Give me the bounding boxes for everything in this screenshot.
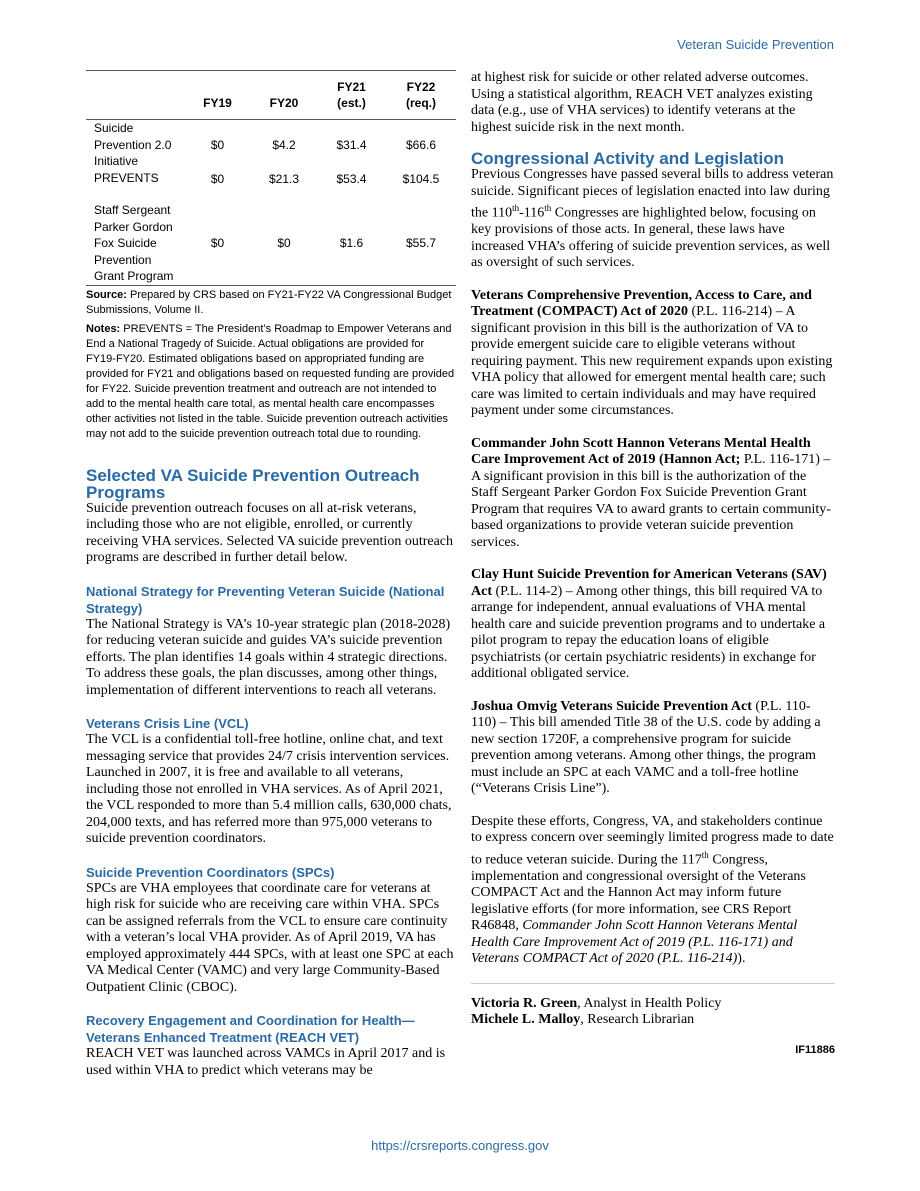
spcs-text: SPCs are VHA employees that coordinate care for veterans at high risk for suicide who are receiving care within VHA. SPCs can be assigned referrals from the VCL to ensure care continuity with a veteran’s local VHA provider. As of April 2019, VA has employed approximately 444 SPCs, with at least one SPC at each VA Medical Center (VAMC) and very large Community-Based Outpatient Clinic (CBOC). (86, 880, 454, 995)
national-strategy-text: The National Strategy is VA’s 10-year strategic plan (2018-2028) for reducing veteran suicide and guides VA’s suicide prevention efforts. The plan identifies 14 goals within 4 strategic directions. To address these goals, the plan discusses, among other things, implementation of different interventions to reach all veterans. (86, 616, 451, 698)
intro-sup-1: th (512, 203, 520, 213)
author-2 (471, 1012, 835, 1029)
act-clay-hunt (471, 567, 835, 683)
act-clay-hunt-text: (P.L. 114-2) – Among other things, this bill required VA to arrange for independent, annual evaluations of VHA mental health care and suicide prevention programs and to undertake a pilot program to repay the education loans of eligible psychiatrists (or certain psychiatric residents) in exchange for additional obligated service. (471, 583, 826, 682)
act-clay-hunt-name: Clay Hunt Suicide Prevention for American Veterans (SAV) Act (471, 567, 827, 599)
table-header-row (86, 71, 456, 120)
section-heading-outreach: Selected VA Suicide Prevention Outreach Programs (86, 465, 420, 502)
section-heading-legislation: Congressional Activity and Legislation (471, 149, 784, 168)
subheading-national-strategy: National Strategy for Preventing Veteran Suicide (National Strategy) (86, 583, 445, 616)
author-2-role: , Research Librarian (580, 1012, 695, 1028)
notes-label: Notes: (86, 322, 121, 335)
table-row (86, 170, 456, 203)
budget-table-wrapper (86, 70, 456, 286)
closing-report-title: Commander John Scott Hannon Veterans Mental Health Care Improvement Act of 2019 (P.L. 116-171) and Veterans COMPACT Act of 2020 (P.L. 116-214) (471, 918, 798, 967)
right-column (471, 70, 835, 1056)
intro-text-a: Previous Congresses have passed several bills to address veteran suicide. Significant pieces of legislation enacted into law during the 110 (471, 167, 834, 221)
act-hannon (471, 436, 835, 552)
reach-vet-continuation: at highest risk for suicide or other related adverse outcomes. Using a statistical algorithm, REACH VET analyzes existing data (e.g., use of VHA services) to identify veterans at the highest suicide risk in the next month. (471, 70, 813, 135)
table-cell: $104.5 (402, 171, 440, 186)
table-cell: $21.3 (268, 171, 300, 186)
table-cell: $1.6 (339, 236, 364, 250)
act-compact-name: Veterans Comprehensive Prevention, Access to Care, and Treatment (COMPACT) Act of 2020 (471, 287, 812, 320)
closing-text-b: Congress, implementation and congressional oversight of the Veterans COMPACT Act and the Hannon Act may inform future legislative efforts (for more information, see CRS Report R46848, (471, 852, 806, 934)
table-source (86, 288, 456, 318)
closing-text-c: ). (737, 951, 746, 967)
table-row (86, 120, 456, 170)
legislation-closing (471, 814, 835, 968)
author-1-name: Victoria R. Green (471, 995, 578, 1011)
table-cell: $66.6 (405, 137, 437, 152)
table-cell: $4.2 (272, 137, 296, 152)
table-row (86, 202, 456, 285)
table-header-fy22: FY22 (req.) (406, 80, 436, 110)
outreach-intro: Suicide prevention outreach focuses on all at-risk veterans, including those who are not eligible, enrolled, or currently receiving VHA services. Selected VA suicide prevention outreach programs are described in further detail below. (86, 500, 454, 565)
document-id: IF11886 (795, 1043, 835, 1056)
table-row-label: Staff Sergeant Parker Gordon Fox Suicide Prevention Grant Program (94, 203, 174, 283)
budget-table (86, 71, 456, 286)
closing-sup: th (701, 849, 709, 860)
author-1-role: , Analyst in Health Policy (577, 995, 722, 1011)
subheading-reach-vet: Recovery Engagement and Coordination for Health—Veterans Enhanced Treatment (REACH VET) (86, 1013, 415, 1045)
source-label: Source: (86, 288, 127, 301)
table-cell: $55.7 (405, 236, 437, 250)
table-cell: $53.4 (336, 171, 367, 186)
intro-sup-2: th (544, 203, 552, 213)
source-text: Prepared by CRS based on FY21-FY22 VA Congressional Budget Submissions, Volume II. (86, 288, 452, 316)
left-column (86, 70, 456, 1079)
author-2-name: Michele L. Malloy (471, 1012, 581, 1028)
table-cell: $0 (210, 171, 225, 186)
table-header-fy19: FY19 (203, 96, 232, 110)
author-1 (471, 996, 835, 1013)
footer-url-link[interactable]: https://crsreports.congress.gov (371, 1138, 549, 1153)
table-header-fy20: FY20 (269, 96, 299, 110)
act-hannon-text: P.L. 116-171) – A significant provision in this bill is the authorization of the Staff Sergeant Parker Gordon Fox Suicide Prevention Grant Program that requires VA to award grants to certain community-based organizations to provide veteran suicide prevention services. (471, 452, 831, 550)
table-row-label: Suicide Prevention 2.0 Initiative (94, 121, 172, 168)
notes-text: PREVENTS = The President’s Roadmap to Empower Veterans and End a National Tragedy of Suicide. Actual obligations are provided for FY19-FY20. Estimated obligations based on appropriated funding are provided for FY21 and obligations based on requested funding are provided for FY22. Suicide prevention treatment and outreach are not intended to add to the mental health care total, as mental health care encompasses other activities not listed in the table. Suicide prevention outreach activities may not add to the suicide prevention outreach total due to rounding. (86, 322, 455, 440)
act-compact-text: (P.L. 116-214) – A significant provision in this bill is the authorization of VA to provide emergent suicide care to eligible veterans without requiring payment. This new requirement expands upon existing VHA policy that allowed for emergent mental health care; such care was limited to certain individuals and may have required payment under some circumstances. (471, 304, 833, 419)
act-omvig (471, 699, 835, 798)
subheading-vcl: Veterans Crisis Line (VCL) (86, 716, 249, 731)
closing-text-a: Despite these efforts, Congress, VA, and stakeholders continue to express concern over seemingly limited progress made to date to reduce veteran suicide. During the 117 (471, 813, 834, 868)
table-row-label: PREVENTS (94, 170, 159, 185)
table-cell: $0 (210, 236, 225, 250)
act-compact (471, 288, 835, 420)
legislation-intro (471, 167, 835, 272)
author-divider (471, 983, 835, 984)
subheading-spcs: Suicide Prevention Coordinators (SPCs) (86, 864, 335, 880)
table-header-blank (86, 71, 184, 120)
page-header-title: Veteran Suicide Prevention (677, 37, 834, 52)
table-cell: $0 (210, 137, 225, 152)
table-cell: $31.4 (336, 137, 367, 152)
act-omvig-name: Joshua Omvig Veterans Suicide Prevention Act (471, 698, 752, 714)
act-hannon-name: Commander John Scott Hannon Veterans Mental Health Care Improvement Act of 2019 (Hannon Act; (471, 435, 811, 468)
vcl-text: The VCL is a confidential toll-free hotline, online chat, and text messaging service that provides 24/7 crisis intervention services. Launched in 2007, it is free and available to all veterans, including those not enrolled in VHA services. As of April 2021, the VCL responded to more than 5.4 million calls, 630,000 chats, 204,000 texts, and has referred more than 975,000 veterans to suicide prevention coordinators. (86, 732, 452, 846)
table-header-fy21: FY21 (est.) (337, 80, 366, 110)
table-cell: $0 (277, 236, 291, 250)
intro-text-b: -116 (519, 205, 545, 221)
reach-vet-text: REACH VET was launched across VAMCs in April 2017 and is used within VHA to predict which veterans may be (86, 1046, 446, 1078)
act-omvig-text: (P.L. 110-110) – This bill amended Title 38 of the U.S. code by adding a new section 1720F, a comprehensive program for suicide prevention among veterans. Among other things, the program must include an SPC at each VAMC and a toll-free hotline (“Veterans Crisis Line”). (471, 698, 821, 797)
intro-text-c: Congresses are highlighted below, focusing on key provisions of those acts. In general, these laws have increased VHA’s offering of suicide prevention services, as well as oversight of such services. (471, 205, 831, 271)
table-notes (86, 322, 456, 442)
